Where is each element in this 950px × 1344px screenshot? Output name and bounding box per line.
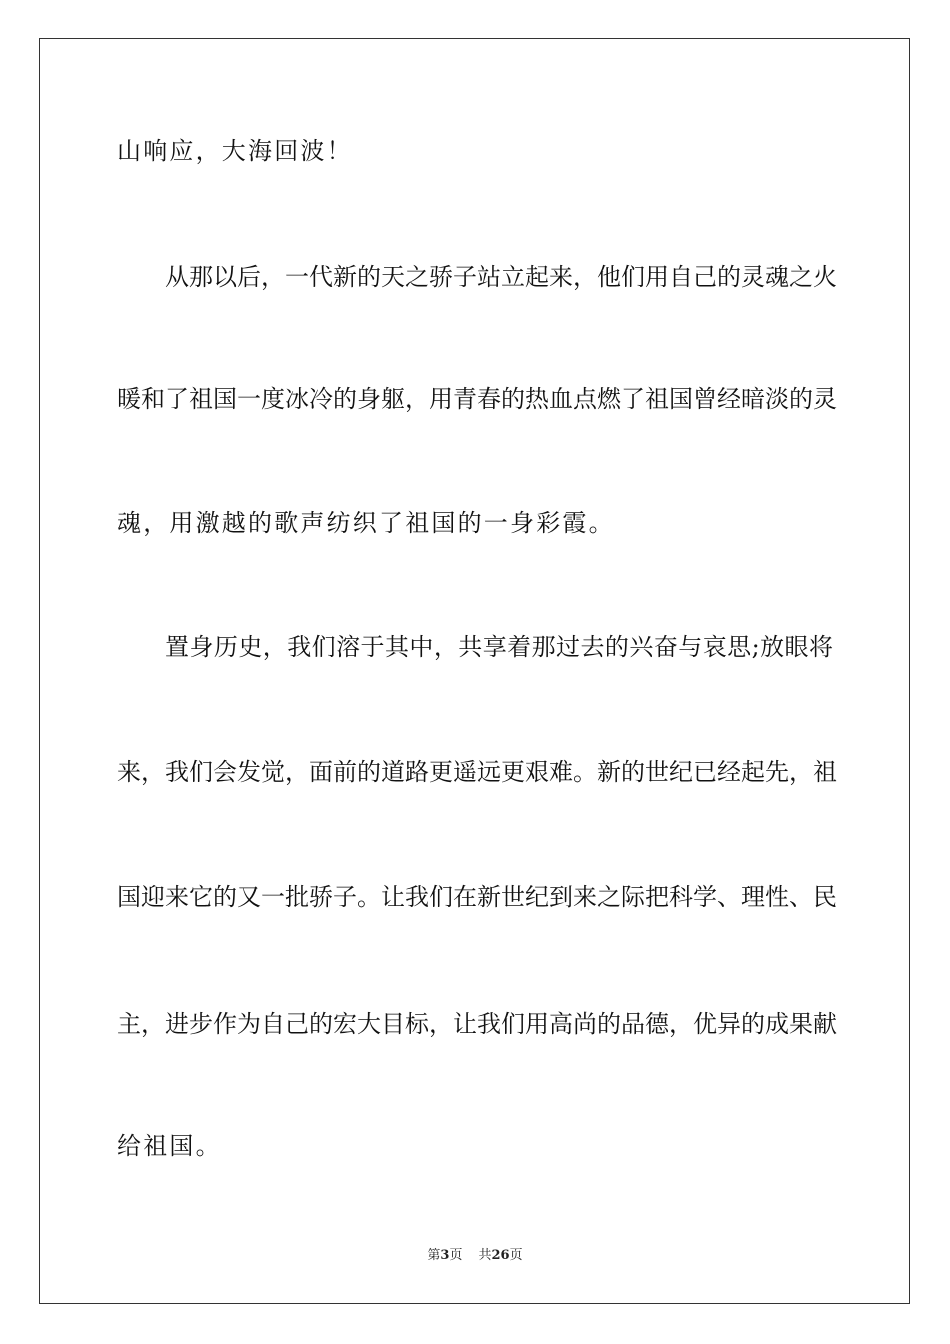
text-line-1: 山响应，大海回波！ <box>117 137 353 165</box>
text-line-8: 主，进步作为自己的宏大目标，让我们用高尚的品德，优异的成果献 <box>117 1010 837 1038</box>
text-line-9: 给祖国。 <box>117 1132 222 1160</box>
text-line-3: 暖和了祖国一度冰冷的身躯，用青春的热血点燃了祖国曾经暗淡的灵 <box>117 385 837 413</box>
page-prefix: 第 <box>427 1248 441 1263</box>
text-line-5: 置身历史，我们溶于其中，共享着那过去的兴奋与哀思;放眼将 <box>165 633 833 661</box>
text-line-4: 魂，用激越的歌声纺织了祖国的一身彩霞。 <box>117 509 615 537</box>
total-suffix: 页 <box>509 1248 523 1263</box>
page-frame <box>39 38 910 1304</box>
text-line-7: 国迎来它的又一批骄子。让我们在新世纪到来之际把科学、理性、民 <box>117 883 837 911</box>
page-number: 3 <box>440 1248 450 1263</box>
page-suffix: 页 <box>449 1248 463 1263</box>
text-line-6: 来，我们会发觉，面前的道路更遥远更艰难。新的世纪已经起先，祖 <box>117 758 837 786</box>
text-line-2: 从那以后，一代新的天之骄子站立起来，他们用自己的灵魂之火 <box>165 263 837 291</box>
page-footer <box>0 1248 950 1264</box>
total-pages: 26 <box>491 1248 510 1263</box>
total-prefix: 共 <box>478 1248 492 1263</box>
